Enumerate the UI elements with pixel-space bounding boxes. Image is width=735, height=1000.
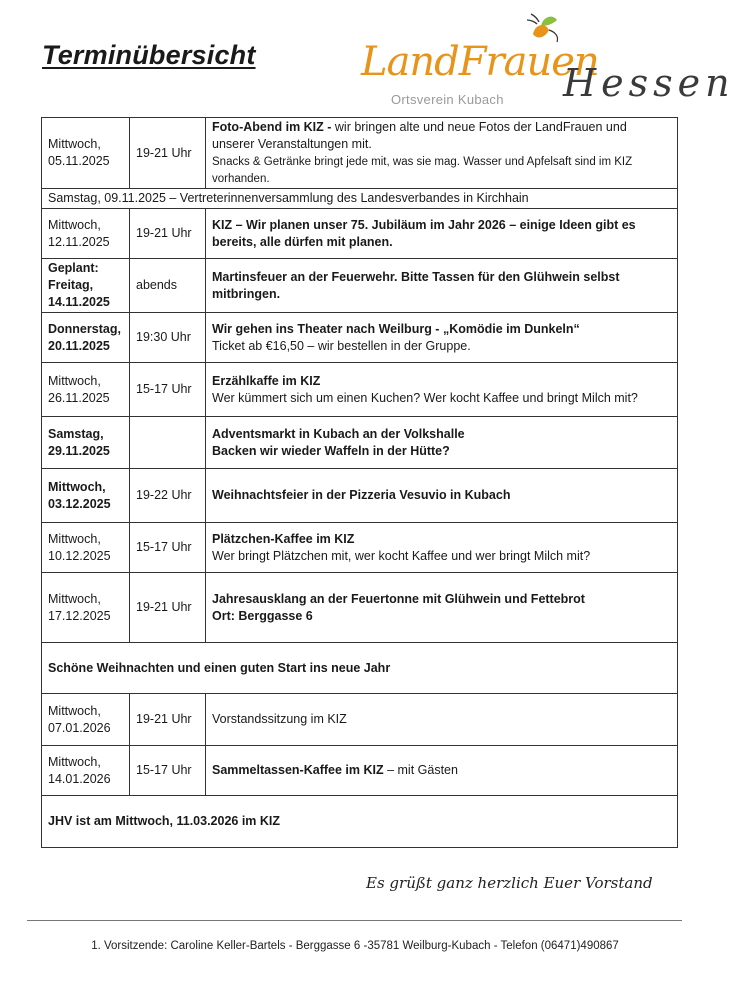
weekday-label: Mittwoch, <box>48 703 101 718</box>
event-title: Ort: Berggasse 6 <box>212 608 313 623</box>
event-note: wir bringen alte und neue Fotos der LandFrauen und unserer Veranstaltungen mit. <box>212 120 627 151</box>
event-title: Wir gehen ins Theater nach Weilburg - „Komödie im Dunkeln“ <box>212 321 580 336</box>
date-cell <box>42 523 130 573</box>
schedule-row <box>42 523 678 573</box>
weekday-label: Samstag, <box>48 426 104 441</box>
event-title: Weihnachtsfeier in der Pizzeria Vesuvio in Kubach <box>212 488 511 502</box>
schedule-row <box>42 694 678 746</box>
date-cell <box>42 694 130 746</box>
date-label: 07.01.2026 <box>48 720 111 735</box>
time-cell: abends <box>130 259 206 313</box>
time-cell: 19:30 Uhr <box>130 313 206 363</box>
logo-ortsverein-text: Ortsverein Kubach <box>391 92 504 107</box>
schedule-row <box>42 209 678 259</box>
time-cell <box>130 417 206 469</box>
event-note: Snacks & Getränke bringt jede mit, was sie mag. Wasser und Apfelsaft sind im KIZ vorhanden. <box>212 156 633 185</box>
event-title: Jahresausklang an der Feuertonne mit Glühwein und Fettebrot <box>212 591 585 606</box>
description-cell <box>206 694 678 746</box>
date-label: 14.11.2025 <box>48 295 110 309</box>
date-cell <box>42 417 130 469</box>
weekday-label: Mittwoch, <box>48 531 101 546</box>
event-title: KIZ – Wir planen unser 75. Jubiläum im Jahr 2026 – einige Ideen gibt es bereits, alle dürfen mit planen. <box>212 217 636 249</box>
description-cell <box>206 573 678 643</box>
event-title: Adventsmarkt in Kubach an der Volkshalle <box>212 426 465 441</box>
footer-divider <box>27 920 682 921</box>
schedule-row <box>42 259 678 313</box>
date-label: 14.01.2026 <box>48 771 111 786</box>
event-note: – mit Gästen <box>387 763 458 777</box>
time-cell: 15-17 Uhr <box>130 746 206 796</box>
banner-cell: Samstag, 09.11.2025 – Vertreterinnenversammlung des Landesverbandes in Kirchhain <box>42 189 678 209</box>
date-cell <box>42 746 130 796</box>
schedule-table <box>41 117 678 848</box>
date-cell <box>42 363 130 417</box>
time-cell: 15-17 Uhr <box>130 363 206 417</box>
weekday-label: Mittwoch, <box>48 591 101 606</box>
event-title: Foto-Abend im KIZ - <box>212 120 332 134</box>
schedule-banner-row <box>42 643 678 694</box>
date-label: 03.12.2025 <box>48 496 111 511</box>
date-cell <box>42 313 130 363</box>
landfrauen-logo <box>355 8 735 120</box>
time-cell: 19-21 Uhr <box>130 694 206 746</box>
schedule-row <box>42 363 678 417</box>
weekday-label: Mittwoch, <box>48 373 101 388</box>
date-cell <box>42 209 130 259</box>
schedule-banner-row <box>42 189 678 209</box>
weekday-label: Mittwoch, <box>48 754 101 769</box>
date-cell <box>42 469 130 523</box>
date-cell <box>42 573 130 643</box>
weekday-label: Mittwoch, <box>48 217 101 232</box>
schedule-row <box>42 573 678 643</box>
weekday-label: Mittwoch, <box>48 479 106 494</box>
description-cell <box>206 209 678 259</box>
event-title: Martinsfeuer an der Feuerwehr. Bitte Tassen für den Glühwein selbst mitbringen. <box>212 269 620 301</box>
event-title: Erzählkaffe im KIZ <box>212 373 321 388</box>
description-cell <box>206 469 678 523</box>
description-cell <box>206 746 678 796</box>
event-note: Ticket ab €16,50 – wir bestellen in der Gruppe. <box>212 338 471 353</box>
event-title: Plätzchen-Kaffee im KIZ <box>212 531 355 546</box>
signature: Es grüßt ganz herzlich Euer Vorstand <box>366 874 653 892</box>
description-cell <box>206 118 678 189</box>
date-label: 17.12.2025 <box>48 608 111 623</box>
footer-contact: 1. Vorsitzende: Caroline Keller-Bartels - Berggasse 6 -35781 Weilburg-Kubach - Telefon (06471)490867 <box>91 940 619 952</box>
weekday-label: Mittwoch, <box>48 137 101 151</box>
description-cell <box>206 313 678 363</box>
date-label: 10.12.2025 <box>48 548 111 563</box>
schedule-row <box>42 417 678 469</box>
page-title: Terminübersicht <box>42 40 256 70</box>
date-label: 12.11.2025 <box>48 234 110 249</box>
date-label: 29.11.2025 <box>48 443 110 458</box>
schedule-row <box>42 313 678 363</box>
description-cell <box>206 523 678 573</box>
event-title: Backen wir wieder Waffeln in der Hütte? <box>212 443 450 458</box>
event-note: Wer kümmert sich um einen Kuchen? Wer kocht Kaffee und bringt Milch mit? <box>212 390 638 405</box>
schedule-row <box>42 118 678 189</box>
date-cell <box>42 118 130 189</box>
event-note: Vorstandssitzung im KIZ <box>212 712 347 726</box>
date-label: 26.11.2025 <box>48 390 110 405</box>
event-title: Sammeltassen-Kaffee im KIZ <box>212 763 384 777</box>
schedule-row <box>42 469 678 523</box>
time-cell: 15-17 Uhr <box>130 523 206 573</box>
date-cell <box>42 259 130 313</box>
description-cell <box>206 259 678 313</box>
date-label: 05.11.2025 <box>48 154 110 168</box>
banner-cell: Schöne Weihnachten und einen guten Start ins neue Jahr <box>42 643 678 694</box>
weekday-label: Geplant: Freitag, <box>48 261 99 292</box>
description-cell <box>206 363 678 417</box>
description-cell <box>206 417 678 469</box>
schedule-banner-row <box>42 796 678 848</box>
weekday-label: Donnerstag, <box>48 321 121 336</box>
time-cell: 19-21 Uhr <box>130 573 206 643</box>
schedule-row <box>42 746 678 796</box>
time-cell: 19-21 Uhr <box>130 118 206 189</box>
time-cell: 19-21 Uhr <box>130 209 206 259</box>
event-note: Wer bringt Plätzchen mit, wer kocht Kaffee und wer bringt Milch mit? <box>212 548 591 563</box>
date-label: 20.11.2025 <box>48 338 110 353</box>
banner-cell: JHV ist am Mittwoch, 11.03.2026 im KIZ <box>42 796 678 848</box>
logo-landfrauen-text: LandFrauen <box>361 39 599 85</box>
logo-hessen-text: Hessen <box>563 61 735 105</box>
time-cell: 19-22 Uhr <box>130 469 206 523</box>
